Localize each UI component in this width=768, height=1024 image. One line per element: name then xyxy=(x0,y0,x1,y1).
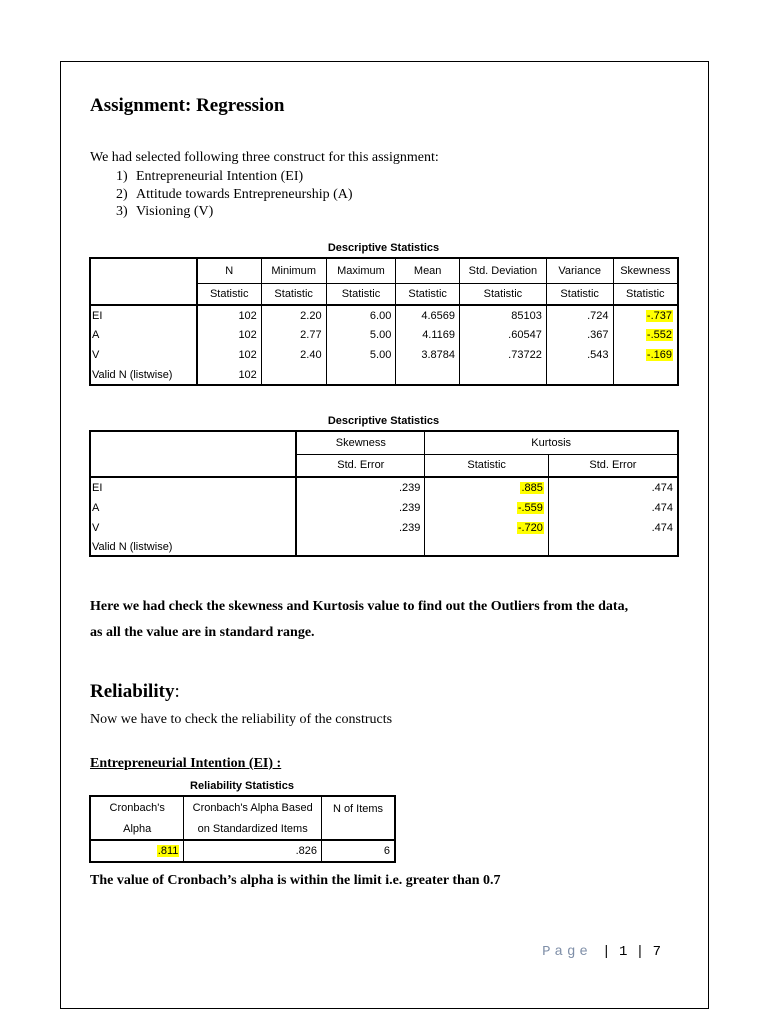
table-subheader: Statistic xyxy=(546,283,613,305)
table2-caption: Descriptive Statistics xyxy=(327,415,440,427)
page-title: Assignment: Regression xyxy=(90,95,285,116)
outlier-note-line-2: as all the value are in standard range. xyxy=(90,625,315,640)
table-cell xyxy=(90,283,197,305)
table1-caption: Descriptive Statistics xyxy=(327,242,440,254)
highlighted-value: .811 xyxy=(157,845,179,857)
table-subheader: Statistic xyxy=(613,283,678,305)
highlighted-value: -.720 xyxy=(517,522,543,534)
table-header: N xyxy=(197,258,262,283)
table-row: A 102 2.77 5.00 4.1169 .60547 .367 -.552 xyxy=(90,325,678,345)
table-row: V .239 -.720 .474 xyxy=(90,518,678,538)
table-subheader: Std. Error xyxy=(548,454,678,477)
outlier-note-line-1: Here we had check the skewness and Kurtosis value to find out the Outliers from the data, xyxy=(90,599,629,614)
table-row: EI 102 2.20 6.00 4.6569 85103 .724 -.737 xyxy=(90,305,678,325)
conclusion-text: The value of Cronbach’s alpha is within the limit i.e. greater than 0.7 xyxy=(90,873,501,888)
table-subheader: Std. Error xyxy=(296,454,425,477)
table-header: Std. Deviation xyxy=(460,258,547,283)
table-row: Valid N (listwise) 102 xyxy=(90,365,678,385)
ei-heading: Entrepreneurial Intention (EI) : xyxy=(90,756,282,771)
table-cell xyxy=(90,258,197,283)
page-label: Page xyxy=(542,944,592,960)
table-header: Cronbach's xyxy=(90,796,184,818)
table-row: A .239 -.559 .474 xyxy=(90,498,678,518)
table-subheader: Statistic xyxy=(197,283,262,305)
reliability-heading: Reliability: xyxy=(90,681,180,702)
table-header: N of Items xyxy=(322,796,395,840)
construct-list xyxy=(116,168,353,221)
table-subheader: Statistic xyxy=(460,283,547,305)
table-header: Cronbach's Alpha Based xyxy=(184,796,322,818)
highlighted-value: -.559 xyxy=(517,502,543,514)
intro-text: We had selected following three construct for this assignment: xyxy=(90,150,439,165)
table-header: Variance xyxy=(546,258,613,283)
table-header: Maximum xyxy=(326,258,396,283)
table-header: Alpha xyxy=(90,818,184,840)
table3-caption: Reliability Statistics xyxy=(190,780,294,792)
table-subheader: Statistic xyxy=(261,283,326,305)
table-header: Mean xyxy=(396,258,460,283)
highlighted-value: -.737 xyxy=(646,309,672,322)
table-header: Minimum xyxy=(261,258,326,283)
reliability-stats-table xyxy=(89,795,396,863)
table-row: EI .239 .885 .474 xyxy=(90,477,678,498)
reliability-intro: Now we have to check the reliability of the constructs xyxy=(90,712,393,727)
table-subheader: Statistic xyxy=(326,283,396,305)
table-row: V 102 2.40 5.00 3.8784 .73722 .543 -.169 xyxy=(90,345,678,365)
table-header: Skewness xyxy=(296,431,425,454)
list-item: 2) Attitude towards Entrepreneurship (A) xyxy=(116,186,353,202)
descriptive-stats-table-2 xyxy=(89,430,679,557)
table-header: on Standardized Items xyxy=(184,818,322,840)
page-number: 1 xyxy=(618,944,628,960)
highlighted-value: -.552 xyxy=(646,329,672,341)
page-total: 7 xyxy=(652,944,661,960)
table-header: Kurtosis xyxy=(425,431,678,454)
table-subheader: Statistic xyxy=(425,454,549,477)
highlighted-value: -.169 xyxy=(646,349,672,361)
table-row: Valid N (listwise) xyxy=(90,538,678,556)
page-footer: Page | 1 | 7 xyxy=(542,944,661,960)
table-subheader: Statistic xyxy=(396,283,460,305)
list-item: 3) Visioning (V) xyxy=(116,204,214,219)
table-row: .811 .826 6 xyxy=(90,840,395,862)
list-item: 1) Entrepreneurial Intention (EI) xyxy=(116,169,304,184)
table-header: Skewness xyxy=(613,258,678,283)
descriptive-stats-table-1 xyxy=(89,257,679,386)
highlighted-value: .885 xyxy=(521,482,543,494)
